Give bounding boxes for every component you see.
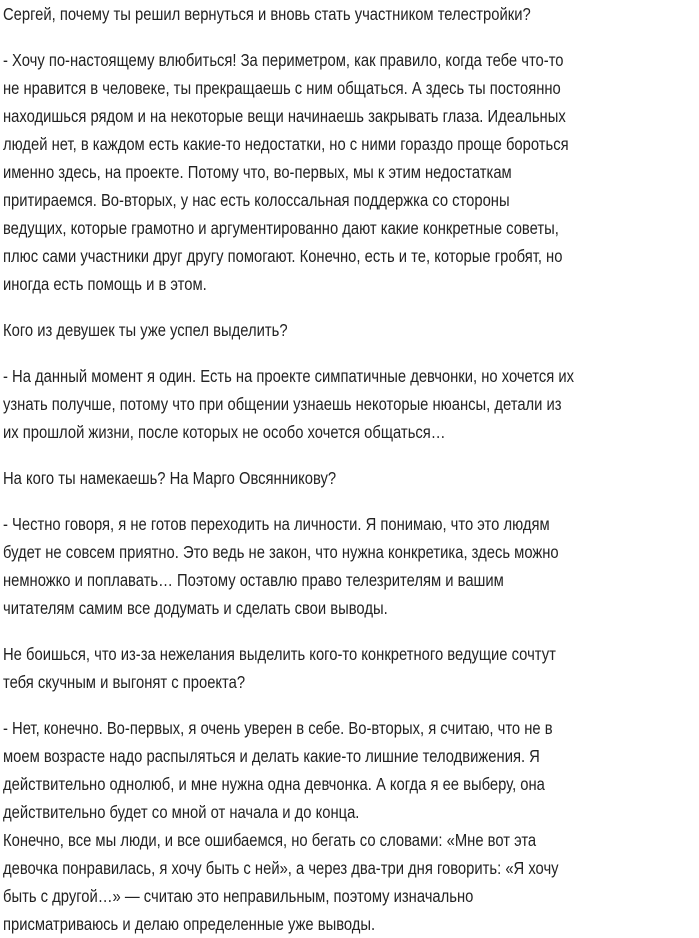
text-line: действительно однолюб, и мне нужна одна девчонка. А когда я ее выберу, она	[3, 774, 545, 794]
answer-2	[3, 362, 699, 446]
text-line: Конечно, все мы люди, и все ошибаемся, но бегать со словами: «Мне вот эта	[3, 830, 537, 850]
text-line: узнать получше, потому что при общении узнаешь некоторые нюансы, детали из	[3, 394, 562, 414]
text-line: будет не совсем приятно. Это ведь не закон, что нужна конкретика, здесь можно	[3, 542, 559, 562]
text-line: именно здесь, на проекте. Потому что, во-первых, мы к этим недостаткам	[3, 162, 512, 182]
text-line: присматриваюсь и делаю определенные уже выводы.	[3, 914, 376, 934]
question-4	[3, 640, 699, 696]
question-1	[3, 0, 699, 28]
text-line: не нравится в человеке, ты прекращаешь с ним общаться. А здесь ты постоянно	[3, 78, 561, 98]
text-line: ведущих, которые грамотно и аргументированно дают какие конкретные советы,	[3, 218, 559, 238]
paragraph-gap	[3, 344, 699, 362]
text-line: Не боишься, что из-за нежелания выделить кого-то конкретного ведущие сочтут	[3, 644, 556, 664]
question-2	[3, 316, 699, 344]
text-line: немножко и поплавать… Поэтому оставлю право телезрителям и вашим	[3, 570, 504, 590]
text-line: читателям самим все додумать и сделать свои выводы.	[3, 598, 388, 618]
text-line: действительно будет со мной от начала и до конца.	[3, 802, 360, 822]
text-line: их прошлой жизни, после которых не особо хочется общаться…	[3, 422, 446, 442]
paragraph-gap	[3, 446, 699, 464]
question-3	[3, 464, 699, 492]
text-line: притираемся. Во-вторых, у нас есть колоссальная поддержка со стороны	[3, 190, 510, 210]
text-line: Сергей, почему ты решил вернуться и вновь стать участником телестройки?	[3, 4, 531, 24]
text-line: тебя скучным и выгонят с проекта?	[3, 672, 246, 692]
answer-3	[3, 510, 699, 622]
text-line: Кого из девушек ты уже успел выделить?	[3, 320, 288, 340]
text-line: быть с другой…» — считаю это неправильным, поэтому изначально	[3, 886, 474, 906]
text-line: плюс сами участники друг другу помогают. Конечно, есть и те, которые гробят, но	[3, 246, 563, 266]
text-line: иногда есть помощь и в этом.	[3, 274, 207, 294]
text-line: - Хочу по-настоящему влюбиться! За периметром, как правило, когда тебе что-то	[3, 50, 564, 70]
text-line: - Нет, конечно. Во-первых, я очень уверен в себе. Во-вторых, я считаю, что не в	[3, 718, 553, 738]
paragraph-gap	[3, 298, 699, 316]
text-line: людей нет, в каждом есть какие-то недостатки, но с ними гораздо проще бороться	[3, 134, 569, 154]
paragraph-gap	[3, 492, 699, 510]
text-line: находишься рядом и на некоторые вещи начинаешь закрывать глаза. Идеальных	[3, 106, 566, 126]
paragraph-gap	[3, 28, 699, 46]
paragraph-gap	[3, 696, 699, 714]
answer-1	[3, 46, 699, 298]
text-line: На кого ты намекаешь? На Марго Овсянникову?	[3, 468, 337, 488]
paragraph-gap	[3, 622, 699, 640]
answer-4	[3, 714, 699, 938]
text-line: - На данный момент я один. Есть на проекте симпатичные девчонки, но хочется их	[3, 366, 575, 386]
text-line: моем возрасте надо распыляться и делать какие-то лишние телодвижения. Я	[3, 746, 540, 766]
text-line: - Честно говоря, я не готов переходить на личности. Я понимаю, что это людям	[3, 514, 550, 534]
text-line: девочка понравилась, я хочу быть с ней», а через два-три дня говорить: «Я хочу	[3, 858, 559, 878]
